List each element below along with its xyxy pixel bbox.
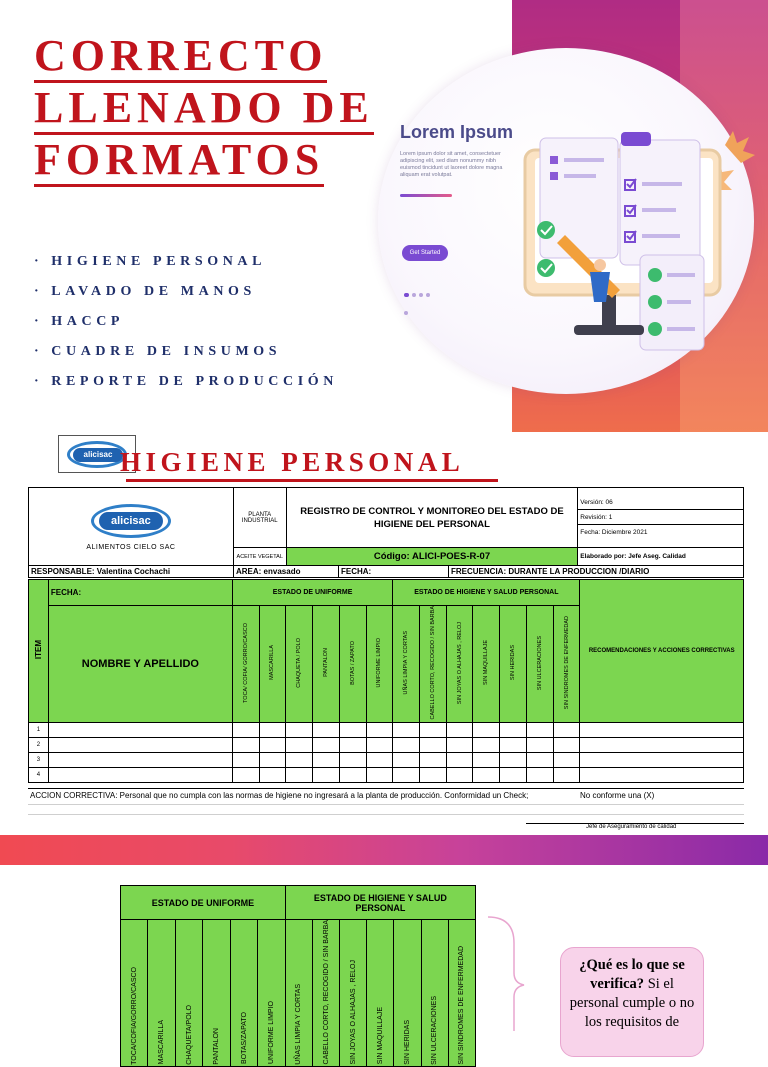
- meta-version: Versión: 06: [578, 495, 743, 510]
- topic-label: HACCP: [51, 314, 125, 329]
- topic-item: [34, 314, 338, 344]
- name-cell[interactable]: [48, 722, 232, 737]
- estado-higiene-header: ESTADO DE HIGIENE Y SALUD PERSONAL: [393, 580, 580, 606]
- hygiene-col-header: SIN JOYAS O ALHAJAS , RELOJ: [340, 920, 367, 1067]
- name-cell[interactable]: [48, 767, 232, 782]
- hygiene-col-header: SIN JOYAS O ALHAJAS , RELOJ: [446, 606, 473, 723]
- company-cell: [29, 488, 234, 566]
- topic-item: [34, 374, 338, 404]
- question-text: Si el personal cumple o no los requisitos de: [569, 976, 695, 1030]
- uniform-col-header: BOTAS/ZAPATO: [230, 920, 257, 1067]
- nombre-header: NOMBRE Y APELLIDO: [48, 606, 232, 723]
- hygiene-col-header: UÑAS LIMPIA Y CORTAS: [393, 606, 420, 723]
- title-line-3: FORMATOS: [34, 135, 324, 187]
- meta-date: Fecha: Diciembre 2021: [580, 529, 648, 536]
- aceite-cell: ACEITE VEGETAL: [233, 548, 286, 566]
- item-header: ITEM: [29, 580, 49, 723]
- meta-revision: Revisión: 1: [578, 510, 743, 525]
- form-header-table: [28, 487, 744, 566]
- bullet-icon: ·: [34, 374, 44, 389]
- uniform-col-header: BOTAS / ZAPATO: [339, 606, 366, 723]
- heading-underline: [126, 479, 498, 482]
- bullet-icon: ·: [34, 254, 44, 269]
- bracket-icon: [484, 913, 524, 1033]
- uniform-col-header: UNIFORME LIMPIO: [366, 606, 393, 723]
- planta-cell: PLANTA INDUSTRIAL: [233, 488, 286, 548]
- fecha-header: FECHA:: [48, 580, 232, 606]
- accion-correctiva: ACCION CORRECTIVA: Personal que no cumpla con las normas de higiene no ingresará a la planta de producción. Conformidad un Check;: [30, 791, 529, 800]
- illustration-body: Lorem ipsum dolor sit amet, consectetuer adipiscing elit, sed diam nonummy nibh euismod tincidunt ut laoreet dolore magna aliquam erat volutpat.: [400, 151, 503, 178]
- frecuencia-field: FRECUENCIA: DURANTE LA PRODUCCION /DIARIO: [449, 566, 744, 578]
- form-footer: [28, 788, 744, 832]
- section-heading: HIGIENE PERSONAL: [120, 447, 465, 477]
- title-line-2: LLENADO DE: [34, 83, 374, 135]
- meta-author: Elaborado por: Jefe Aseg. Calidad: [578, 548, 744, 566]
- topic-label: REPORTE DE PRODUCCIÓN: [51, 374, 338, 389]
- hygiene-col-header: UÑAS LIMPIA Y CORTAS: [285, 920, 312, 1067]
- uniform-col-header: TOCA/ COFIA/ GORRO/CASCO: [232, 606, 259, 723]
- responsable-field: RESPONSABLE: Valentina Cochachi: [29, 566, 234, 578]
- table-row: 3: [29, 752, 744, 767]
- name-cell[interactable]: [48, 737, 232, 752]
- gradient-bar: [0, 835, 768, 865]
- form-title: REGISTRO DE CONTROL Y MONITOREO DEL ESTADO DE HIGIENE DEL PERSONAL: [286, 488, 578, 548]
- carousel-dots: [404, 284, 438, 290]
- hygiene-col-header: SIN SINDROMES DE ENFERMEDAD: [553, 606, 580, 723]
- topic-list: [34, 254, 338, 404]
- hygiene-col-header: SIN SINDROMES DE ENFERMEDAD: [448, 920, 475, 1067]
- topic-item: [34, 254, 338, 284]
- table-row: 4: [29, 767, 744, 782]
- topic-item: [34, 344, 338, 374]
- jefe-signature-label: Jefe de Aseguramiento de calidad: [586, 824, 677, 830]
- bullet-icon: ·: [34, 344, 44, 359]
- uniform-col-header: PANTALON: [313, 606, 340, 723]
- uniform-col-header: MASCARILLA: [259, 606, 286, 723]
- topic-item: [34, 284, 338, 314]
- topic-label: CUADRE DE INSUMOS: [51, 344, 282, 359]
- topic-label: HIGIENE PERSONAL: [51, 254, 267, 269]
- uniform-col-header: PANTALON: [203, 920, 230, 1067]
- hygiene-col-header: SIN ULCERACIONES: [526, 606, 553, 723]
- uniform-col-header: CHAQUETA/POLO: [175, 920, 202, 1067]
- area-field: AREA: envasado: [234, 566, 339, 578]
- estado-uniforme-header: ESTADO DE UNIFORME: [121, 886, 286, 920]
- uniform-col-header: MASCARILLA: [148, 920, 175, 1067]
- hygiene-col-header: SIN MAQUILLAJE: [367, 920, 394, 1067]
- meta-cell: [578, 488, 744, 548]
- status-table-zoom: [120, 885, 476, 1067]
- title-line-1: CORRECTO: [34, 31, 327, 83]
- hygiene-col-header: CABELLO CORTO, RECOGIDO / SIN BARBA: [312, 920, 339, 1067]
- bullet-icon: ·: [34, 284, 44, 299]
- uniform-col-header: TOCA/COFIA/GORRO/CASCO: [121, 920, 148, 1067]
- hygiene-col-header: SIN MAQUILLAJE: [473, 606, 500, 723]
- company-name: ALIMENTOS CIELO SAC: [86, 544, 176, 551]
- estado-uniforme-header: ESTADO DE UNIFORME: [232, 580, 392, 606]
- hygiene-col-header: CABELLO CORTO, RECOGIDO / SIN BARBA: [420, 606, 447, 723]
- slide-title: [0, 0, 768, 432]
- table-row: 2: [29, 737, 744, 752]
- uniform-col-header: UNIFORME LIMPIO: [258, 920, 286, 1067]
- table-row: 1: [29, 722, 744, 737]
- logo-text: alicisac: [73, 448, 123, 462]
- hygiene-col-header: SIN HERIDAS: [500, 606, 527, 723]
- slide-higiene-personal: [0, 433, 768, 833]
- slide-verification: [0, 835, 768, 1065]
- uniform-col-header: CHAQUETA / POLO: [286, 606, 313, 723]
- form-info-row: [28, 565, 744, 578]
- question-callout: [560, 947, 704, 1057]
- no-conforme-note: No conforme una (X): [580, 791, 655, 800]
- recomendaciones-header: RECOMENDACIONES Y ACCIONES CORRECTIVAS: [580, 580, 744, 723]
- hygiene-col-header: SIN ULCERACIONES: [421, 920, 448, 1067]
- codigo-cell: Código: ALICI-POES-R-07: [286, 548, 578, 566]
- get-started-button[interactable]: Get Started: [402, 245, 448, 261]
- bullet-icon: ·: [34, 314, 44, 329]
- estado-higiene-header: ESTADO DE HIGIENE Y SALUD PERSONAL: [285, 886, 475, 920]
- illustration-heading: Lorem Ipsum: [400, 122, 514, 142]
- hygiene-col-header: SIN HERIDAS: [394, 920, 421, 1067]
- company-logo: alicisac: [91, 502, 171, 542]
- hygiene-record-table: [28, 579, 744, 783]
- fecha-field: FECHA:: [339, 566, 449, 578]
- slide-title-text: [34, 30, 374, 186]
- checklist-illustration: [490, 120, 750, 360]
- topic-label: LAVADO DE MANOS: [51, 284, 256, 299]
- name-cell[interactable]: [48, 752, 232, 767]
- illustration-underline: [400, 194, 452, 197]
- question-bold: ¿Qué es lo que se verifica?: [579, 957, 685, 992]
